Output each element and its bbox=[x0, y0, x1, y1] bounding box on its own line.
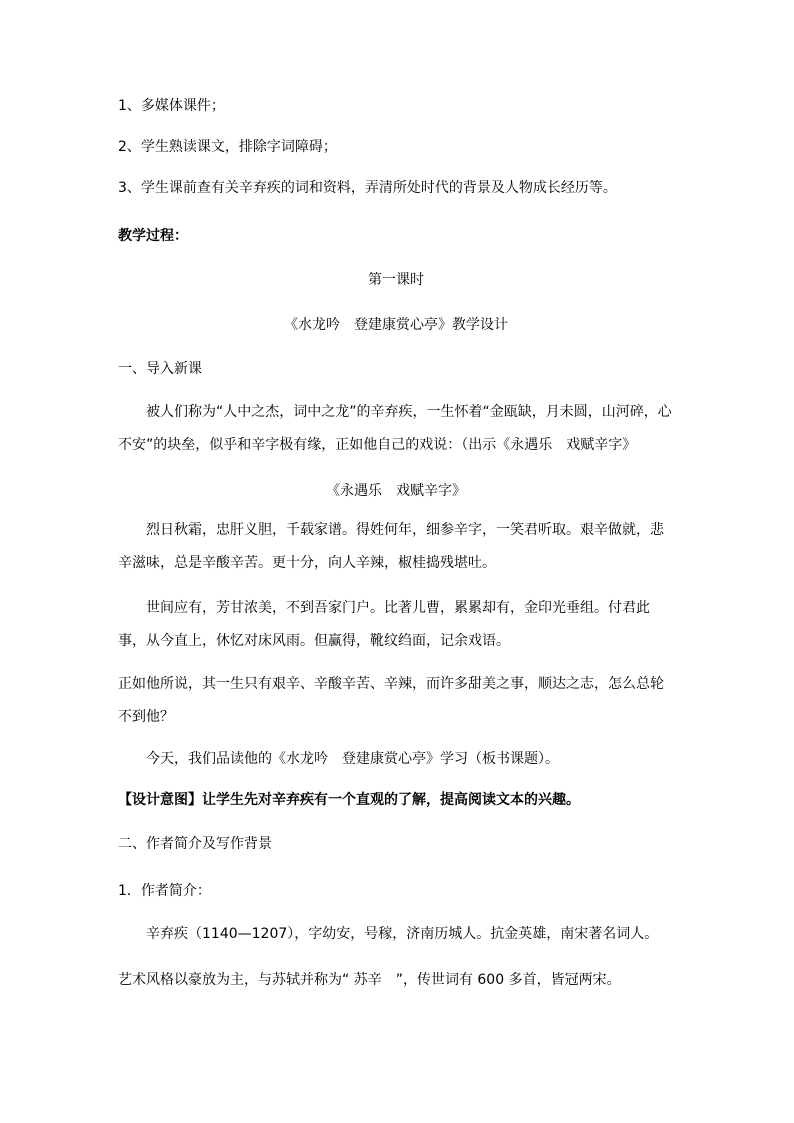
lesson-subtitle: 《水龙吟 登建康赏心亭》教学设计 bbox=[284, 317, 508, 333]
section-2-heading: 二、作者简介及写作背景 bbox=[118, 836, 272, 852]
comment-paragraph: 正如他所说，其一生只有艰辛、辛酸辛苦、辛辣，而许多甜美之事，顺达之志，怎么总轮不到他？ bbox=[118, 676, 664, 725]
prep-item-1: 1、多媒体课件； bbox=[118, 98, 225, 114]
author-intro-subheading: 1．作者简介： bbox=[118, 883, 211, 899]
today-paragraph: 今天，我们品读他的《水龙吟 登建康赏心亭》学习（板书课题）。 bbox=[146, 751, 559, 767]
prep-item-2: 2、学生熟读课文，排除字词障碍； bbox=[118, 139, 337, 155]
author-style: 艺术风格以豪放为主，与苏轼并称为“ 苏辛 ”，传世词有 600 多首，皆冠两宋。 bbox=[118, 972, 621, 988]
design-intent: 【设计意图】让学生先对辛弃疾有一个直观的了解，提高阅读文本的兴趣。 bbox=[118, 792, 580, 808]
poem-paragraph-2: 世间应有，芳甘浓美，不到吾家门户。比著儿曹，累累却有，金印光垂组。付君此事，从今直上，休忆对床风雨。但赢得，靴纹绉面，记余戏语。 bbox=[118, 600, 650, 649]
author-bio: 辛弃疾（1140—1207），字幼安，号稼，济南历城人。抗金英雄，南宋著名词人。 bbox=[146, 926, 659, 942]
poem-title: 《永遇乐 戏赋辛字》 bbox=[326, 483, 466, 499]
section-1-heading: 一、导入新课 bbox=[118, 361, 202, 377]
intro-paragraph: 被人们称为“人中之杰，词中之龙”的辛弃疾，一生怀着“金瓯缺，月未圆，山河碎，心不安”的块垒，似乎和辛字极有缘，正如他自己的戏说：（出示《永遇乐 戏赋辛字》 bbox=[118, 404, 672, 453]
prep-item-3: 3、学生课前查有关辛弃疾的词和资料，弄清所处时代的背景及人物成长经历等。 bbox=[118, 180, 617, 196]
poem-paragraph-1: 烈日秋霜，忠肝义胆，千载家谱。得姓何年，细参辛字，一笑君听取。艰辛做就，悲辛滋味，总是辛酸辛苦。更十分，向人辛辣，椒桂捣残堪吐。 bbox=[118, 522, 664, 571]
process-heading: 教学过程： bbox=[118, 228, 188, 244]
lesson-title: 第一课时 bbox=[368, 272, 424, 288]
